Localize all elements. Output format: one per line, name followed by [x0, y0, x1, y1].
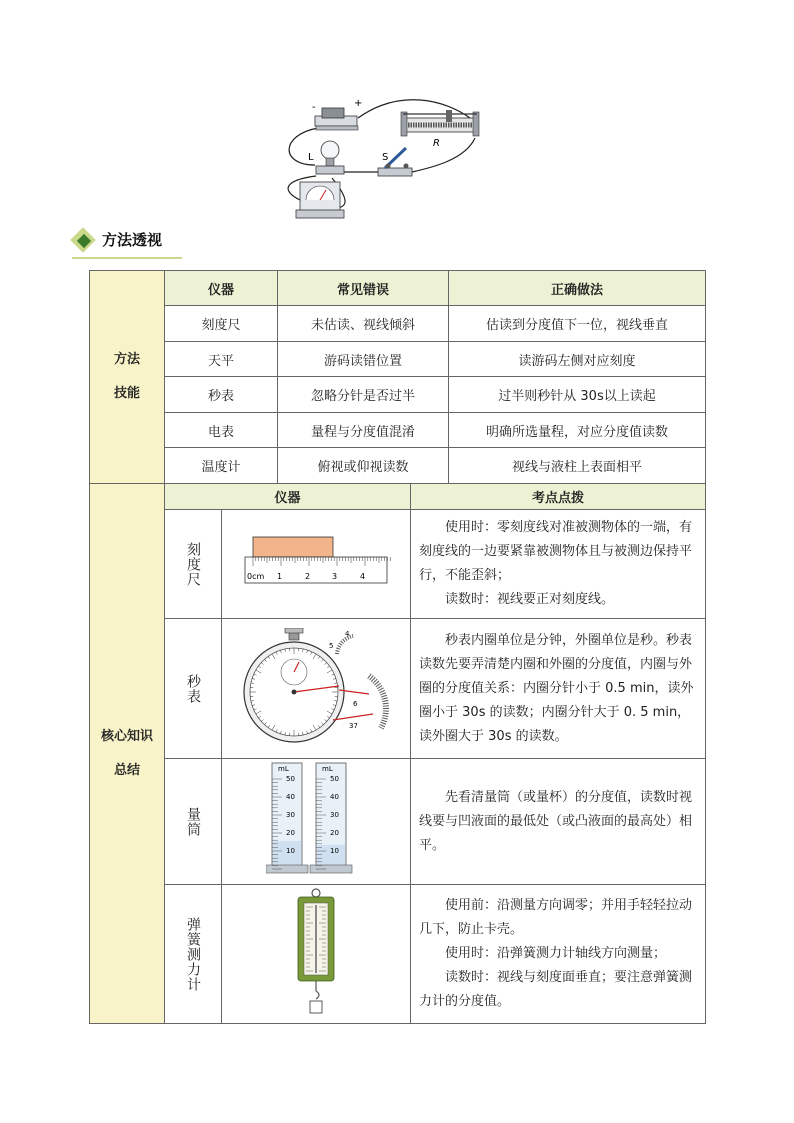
- table-row: 刻度尺 未估读、视线倾斜 估读到分度值下一位，视线垂直: [90, 306, 706, 342]
- ruler-name: 刻度尺: [185, 541, 201, 587]
- cylinder-scale: 40: [330, 792, 339, 801]
- ruler-tick-label: 1: [277, 572, 283, 581]
- cylinder-scale: 20: [330, 828, 339, 837]
- section-title: 方法透视: [102, 231, 163, 249]
- cylinder-unit: mL: [322, 764, 333, 773]
- cylinder-illustration: [266, 761, 366, 879]
- table-row: [90, 759, 706, 885]
- battery-icon: [315, 108, 358, 130]
- cylinder-name: 量筒: [185, 806, 201, 837]
- ruler-description: 使用时：零刻度线对准被测物体的一端，有刻度线的一边要紧靠被测物体且与被测边保持平行，不能歪斜； 读数时：视线要正对刻度线。: [411, 510, 706, 619]
- bulb-icon: [316, 141, 344, 174]
- spring-scale-illustration: [286, 887, 346, 1017]
- label-r: R: [433, 138, 440, 149]
- label-l: L: [308, 152, 314, 163]
- battery-minus: -: [312, 102, 316, 113]
- stopwatch-label: 5: [329, 641, 334, 650]
- cylinder-scale: 20: [286, 828, 295, 837]
- cylinder-scale: 50: [286, 774, 295, 783]
- battery-plus: +: [354, 98, 363, 109]
- header-correct-method: 正确做法: [449, 271, 706, 306]
- ruler-illustration: [241, 535, 391, 589]
- label-s: S: [382, 152, 389, 163]
- knowledge-side-label: 核心知识 总结: [90, 484, 165, 1024]
- stopwatch-name: 秒表: [185, 673, 201, 704]
- cylinder-scale: 40: [286, 792, 295, 801]
- header-key-points: 考点点拨: [411, 484, 706, 510]
- spring-scale-description: 使用前：沿测量方向调零；并用手轻轻拉动几下，防止卡壳。 使用时：沿弹簧测力计轴线方向测量； 读数时：视线与刻度面垂直；要注意弹簧测力计的分度值。: [411, 885, 706, 1024]
- spring-scale-name: 弹簧测力计: [185, 916, 201, 992]
- stopwatch-label: 37: [349, 721, 358, 730]
- ruler-tick-label: 4: [360, 572, 366, 581]
- cylinder-scale: 30: [330, 810, 339, 819]
- cylinder-unit: mL: [278, 764, 289, 773]
- cylinder-scale: 50: [330, 774, 339, 783]
- table-row: [90, 885, 706, 1024]
- knowledge-table: [89, 483, 706, 1024]
- table-row: 温度计 俯视或仰视读数 视线与液柱上表面相平: [90, 448, 706, 484]
- stopwatch-label: 6: [353, 699, 358, 708]
- header-common-errors: 常见错误: [278, 271, 449, 306]
- header-instrument-2: 仪器: [165, 484, 411, 510]
- methods-side-label: 方法 技能: [90, 271, 165, 484]
- cylinder-description: 先看清量筒（或量杯）的分度值，读数时视线要与凹液面的最低处（或凸液面的最高处）相平。: [411, 759, 706, 885]
- table-row: [90, 619, 706, 759]
- section-underline: [72, 257, 182, 259]
- cylinder-scale: 10: [286, 846, 295, 855]
- stopwatch-label: 4: [345, 629, 350, 638]
- circuit-diagram: [270, 90, 500, 230]
- ruler-tick-label: 2: [305, 572, 311, 581]
- stopwatch-illustration: [241, 628, 391, 746]
- measuring-cylinder-icon: [266, 763, 308, 873]
- cylinder-scale: 10: [330, 846, 339, 855]
- measuring-cylinder-icon: [310, 763, 352, 873]
- ruler-tick-label: 3: [332, 572, 338, 581]
- section-heading: [72, 229, 712, 261]
- header-instrument: 仪器: [165, 271, 278, 306]
- ruler-tick-label: 0cm: [247, 572, 265, 581]
- table-row: 秒表 忽略分针是否过半 过半则秒针从 30s以上读起: [90, 377, 706, 413]
- stopwatch-description: 秒表内圈单位是分钟，外圈单位是秒。秒表读数先要弄清楚内圈和外圈的分度值，内圈与外圈的分度值关系：内圈分针小于 0.5 min，读外圈小于 30s 的读数；内圈分针大于 0. 5 min，读外圈大于 30s 的读数。: [411, 619, 706, 759]
- cylinder-scale: 30: [286, 810, 295, 819]
- table-row: 天平 游码读错位置 读游码左侧对应刻度: [90, 342, 706, 377]
- voltmeter-icon: [296, 182, 344, 218]
- rheostat-icon: [401, 110, 479, 136]
- table-row: 电表 量程与分度值混淆 明确所选量程，对应分度值读数: [90, 413, 706, 448]
- methods-table: [89, 270, 706, 484]
- table-row: [90, 510, 706, 619]
